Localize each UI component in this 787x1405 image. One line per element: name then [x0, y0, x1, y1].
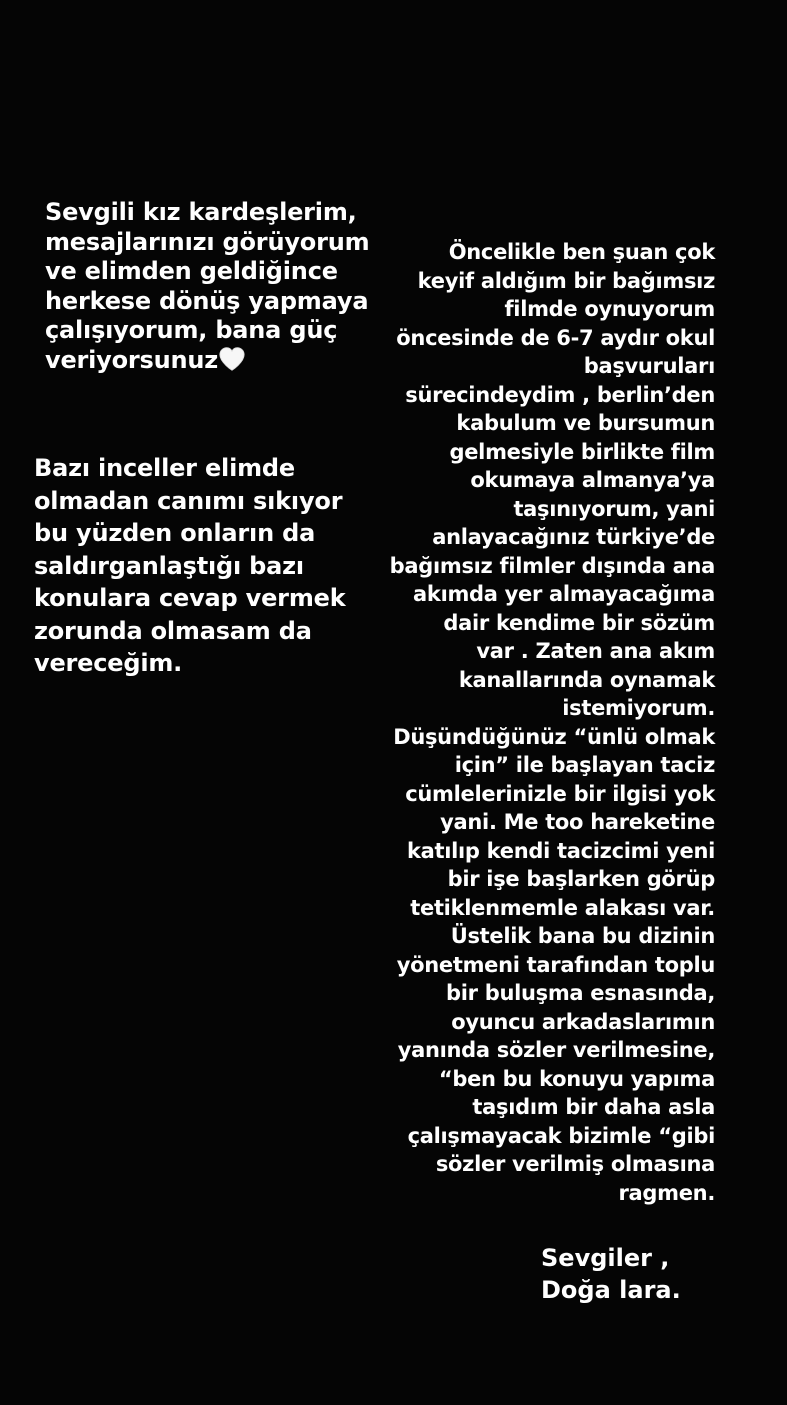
- story-line: kanallarında oynamak: [458, 667, 715, 692]
- story-line: başvuruları: [583, 354, 715, 378]
- greeting-line: ve elimden geldiğince: [45, 257, 338, 285]
- signoff-greeting: Sevgiler ,: [541, 1244, 670, 1272]
- story-line: “ben bu konuyu yapıma: [438, 1066, 715, 1091]
- story-line: Öncelikle ben şuan çok: [448, 240, 715, 264]
- incels-line: konulara cevap vermek: [34, 584, 346, 612]
- signoff-signature: Doğa lara.: [541, 1276, 681, 1304]
- story-line: anlayacağınız türkiye’de: [432, 525, 715, 549]
- greeting-paragraph: [45, 198, 369, 375]
- story-line: sürecindeydim , berlin’den: [405, 382, 715, 407]
- incels-line: vereceğim.: [34, 649, 183, 677]
- story-line: var . Zaten ana akım: [476, 639, 715, 663]
- story-line: sözler verilmiş olmasına: [435, 1152, 715, 1176]
- story-line: bir buluşma esnasında,: [446, 981, 715, 1005]
- story-line: taşınıyorum, yani: [513, 496, 715, 521]
- story-line: okumaya almanya’ya: [470, 468, 715, 492]
- incels-paragraph: [34, 452, 345, 680]
- incels-line: Bazı inceller elimde: [34, 454, 295, 482]
- story-line: katılıp kendi tacizcimi yeni: [406, 838, 715, 863]
- incels-line: olmadan canımı sıkıyor: [34, 486, 343, 515]
- incels-line: saldırganlaştığı bazı: [34, 551, 304, 580]
- story-line: filmde oynuyorum: [504, 297, 715, 321]
- story-line: keyif aldığım bir bağımsız: [417, 268, 715, 293]
- story-line: tetiklenmemle alakası var.: [410, 895, 715, 920]
- story-line: yanında sözler verilmesine,: [397, 1038, 715, 1062]
- greeting-line: mesajlarınızı görüyorum: [45, 227, 370, 256]
- incels-line: zorunda olmasam da: [34, 616, 312, 645]
- story-line: öncesinde de 6-7 aydır okul: [396, 325, 715, 350]
- story-line: akımda yer almayacağıma: [413, 582, 715, 606]
- story-line: için” ile başlayan taciz: [454, 753, 715, 777]
- story-paragraph: [390, 238, 715, 1207]
- greeting-line: herkese dönüş yapmaya: [45, 286, 369, 315]
- story-line: kabulum ve bursumun: [456, 411, 715, 435]
- story-line: yönetmeni tarafından toplu: [396, 952, 715, 977]
- white-heart-icon: [218, 346, 246, 372]
- story-line: bir işe başlarken görüp: [447, 867, 715, 891]
- greeting-line: çalışıyorum, bana güç: [45, 316, 338, 344]
- story-line: cümlelerinizle bir ilgisi yok: [405, 781, 715, 806]
- story-line: taşıdım bir daha asla: [472, 1095, 715, 1119]
- greeting-line: veriyorsunuz: [45, 346, 369, 376]
- story-line: gelmesiyle birlikte film: [449, 439, 715, 464]
- greeting-line: Sevgili kız kardeşlerim,: [45, 198, 357, 226]
- story-line: çalışmayacak bizimle “gibi: [407, 1123, 715, 1148]
- story-line: yani. Me too hareketine: [440, 810, 715, 834]
- story-line: oyuncu arkadaslarımın: [451, 1009, 715, 1034]
- story-line: bağımsız filmler dışında ana: [389, 553, 715, 578]
- story-line: Düşündüğünüz “ünlü olmak: [393, 724, 715, 749]
- story-line: istemiyorum.: [562, 696, 715, 720]
- story-line: Üstelik bana bu dizinin: [450, 924, 715, 948]
- story-line: dair kendime bir sözüm: [443, 610, 715, 635]
- incels-line: bu yüzden onların da: [34, 519, 316, 547]
- signoff: [541, 1242, 681, 1306]
- story-line: ragmen.: [618, 1180, 715, 1205]
